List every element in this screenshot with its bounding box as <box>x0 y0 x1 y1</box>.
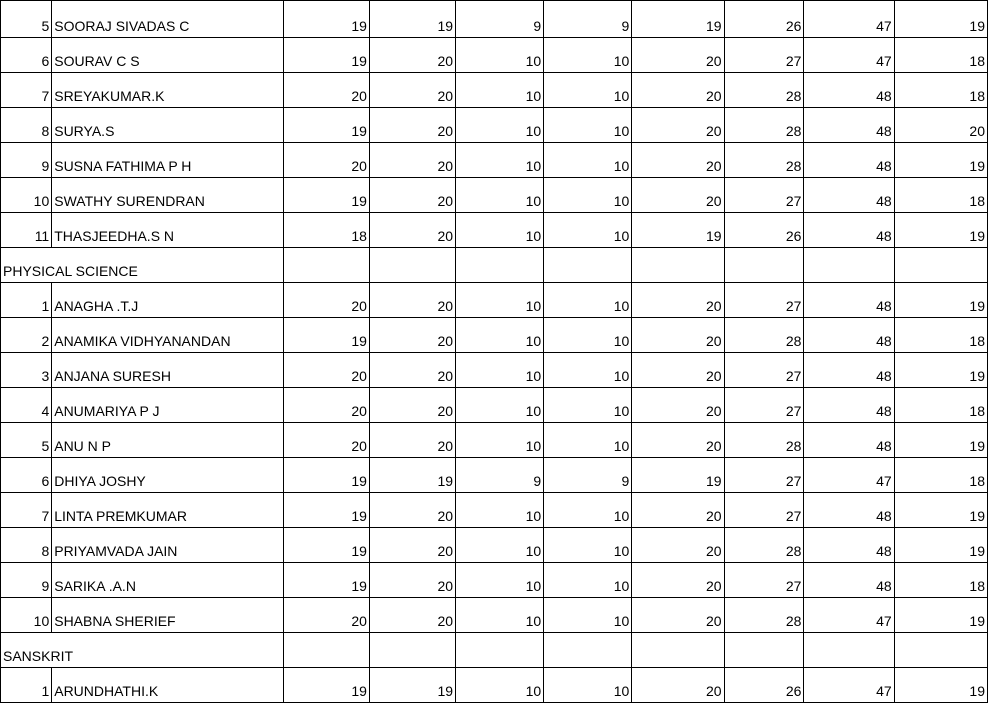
student-name-cell: ANU N P <box>52 423 284 458</box>
mark-cell: 20 <box>632 493 724 528</box>
serial-number-cell: 1 <box>1 668 52 703</box>
mark-cell: 20 <box>632 143 724 178</box>
mark-cell: 48 <box>804 563 894 598</box>
empty-cell <box>894 248 987 283</box>
mark-cell: 20 <box>369 528 455 563</box>
mark-cell: 20 <box>369 143 455 178</box>
empty-cell <box>544 633 632 668</box>
student-name-cell: SWATHY SURENDRAN <box>52 178 284 213</box>
mark-cell: 20 <box>369 563 455 598</box>
serial-number-cell: 6 <box>1 38 52 73</box>
mark-cell: 28 <box>724 73 804 108</box>
mark-cell: 9 <box>544 458 632 493</box>
serial-number-cell: 5 <box>1 1 52 38</box>
section-title: SANSKRIT <box>1 633 284 668</box>
mark-cell: 10 <box>456 493 544 528</box>
empty-cell <box>456 633 544 668</box>
mark-cell: 20 <box>369 213 455 248</box>
table-row <box>1 1 988 38</box>
mark-cell: 10 <box>456 143 544 178</box>
mark-cell: 18 <box>894 38 987 73</box>
marks-table-body <box>1 1 988 703</box>
student-name-cell: THASJEEDHA.S N <box>52 213 284 248</box>
mark-cell: 10 <box>456 668 544 703</box>
empty-cell <box>724 248 804 283</box>
empty-cell <box>804 248 894 283</box>
mark-cell: 10 <box>544 353 632 388</box>
mark-cell: 26 <box>724 213 804 248</box>
mark-cell: 19 <box>283 563 369 598</box>
mark-cell: 19 <box>632 213 724 248</box>
empty-cell <box>369 248 455 283</box>
table-row <box>1 73 988 108</box>
table-row <box>1 458 988 493</box>
mark-cell: 47 <box>804 38 894 73</box>
section-header-row <box>1 248 988 283</box>
mark-cell: 47 <box>804 598 894 633</box>
table-row <box>1 353 988 388</box>
mark-cell: 18 <box>894 563 987 598</box>
mark-cell: 10 <box>456 528 544 563</box>
mark-cell: 10 <box>456 563 544 598</box>
mark-cell: 20 <box>369 388 455 423</box>
mark-cell: 20 <box>369 423 455 458</box>
mark-cell: 48 <box>804 108 894 143</box>
empty-cell <box>632 248 724 283</box>
empty-cell <box>544 248 632 283</box>
mark-cell: 20 <box>369 493 455 528</box>
mark-cell: 9 <box>456 1 544 38</box>
serial-number-cell: 9 <box>1 563 52 598</box>
serial-number-cell: 4 <box>1 388 52 423</box>
mark-cell: 28 <box>724 143 804 178</box>
mark-cell: 20 <box>632 388 724 423</box>
student-name-cell: SURYA.S <box>52 108 284 143</box>
mark-cell: 19 <box>283 668 369 703</box>
serial-number-cell: 9 <box>1 143 52 178</box>
serial-number-cell: 7 <box>1 73 52 108</box>
mark-cell: 20 <box>283 423 369 458</box>
mark-cell: 19 <box>283 38 369 73</box>
mark-cell: 27 <box>724 388 804 423</box>
table-row <box>1 143 988 178</box>
mark-cell: 10 <box>544 388 632 423</box>
mark-cell: 20 <box>283 353 369 388</box>
mark-cell: 19 <box>283 318 369 353</box>
table-row <box>1 423 988 458</box>
mark-cell: 19 <box>283 458 369 493</box>
section-title: PHYSICAL SCIENCE <box>1 248 284 283</box>
mark-cell: 19 <box>283 1 369 38</box>
student-name-cell: SUSNA FATHIMA P H <box>52 143 284 178</box>
mark-cell: 20 <box>632 563 724 598</box>
mark-cell: 20 <box>632 73 724 108</box>
table-row <box>1 108 988 143</box>
mark-cell: 20 <box>283 143 369 178</box>
mark-cell: 28 <box>724 108 804 143</box>
serial-number-cell: 1 <box>1 283 52 318</box>
mark-cell: 47 <box>804 668 894 703</box>
mark-cell: 10 <box>544 108 632 143</box>
mark-cell: 27 <box>724 38 804 73</box>
mark-cell: 20 <box>369 108 455 143</box>
table-row <box>1 213 988 248</box>
mark-cell: 19 <box>369 458 455 493</box>
mark-cell: 10 <box>544 493 632 528</box>
mark-cell: 19 <box>894 213 987 248</box>
mark-cell: 19 <box>894 528 987 563</box>
student-name-cell: SREYAKUMAR.K <box>52 73 284 108</box>
table-row <box>1 563 988 598</box>
table-row <box>1 598 988 633</box>
mark-cell: 10 <box>544 528 632 563</box>
empty-cell <box>456 248 544 283</box>
table-row <box>1 493 988 528</box>
mark-cell: 19 <box>894 143 987 178</box>
mark-cell: 18 <box>894 178 987 213</box>
empty-cell <box>632 633 724 668</box>
mark-cell: 10 <box>456 178 544 213</box>
mark-cell: 10 <box>456 108 544 143</box>
mark-cell: 10 <box>544 38 632 73</box>
table-row <box>1 388 988 423</box>
mark-cell: 19 <box>894 283 987 318</box>
mark-cell: 10 <box>456 388 544 423</box>
empty-cell <box>283 633 369 668</box>
mark-cell: 19 <box>632 458 724 493</box>
serial-number-cell: 6 <box>1 458 52 493</box>
section-header-row <box>1 633 988 668</box>
mark-cell: 10 <box>456 283 544 318</box>
mark-cell: 47 <box>804 1 894 38</box>
mark-cell: 10 <box>544 73 632 108</box>
mark-cell: 48 <box>804 213 894 248</box>
mark-cell: 10 <box>544 178 632 213</box>
empty-cell <box>894 633 987 668</box>
mark-cell: 19 <box>632 1 724 38</box>
mark-cell: 20 <box>632 318 724 353</box>
mark-cell: 18 <box>894 388 987 423</box>
mark-cell: 48 <box>804 143 894 178</box>
table-row <box>1 38 988 73</box>
table-row <box>1 668 988 703</box>
mark-cell: 19 <box>369 668 455 703</box>
student-name-cell: PRIYAMVADA JAIN <box>52 528 284 563</box>
student-name-cell: ANJANA SURESH <box>52 353 284 388</box>
mark-cell: 28 <box>724 528 804 563</box>
mark-cell: 27 <box>724 353 804 388</box>
mark-cell: 20 <box>283 283 369 318</box>
student-name-cell: SOORAJ SIVADAS C <box>52 1 284 38</box>
mark-cell: 48 <box>804 318 894 353</box>
student-name-cell: LINTA PREMKUMAR <box>52 493 284 528</box>
serial-number-cell: 2 <box>1 318 52 353</box>
serial-number-cell: 8 <box>1 528 52 563</box>
mark-cell: 10 <box>456 73 544 108</box>
student-name-cell: SARIKA .A.N <box>52 563 284 598</box>
mark-cell: 20 <box>283 73 369 108</box>
mark-cell: 48 <box>804 528 894 563</box>
mark-cell: 18 <box>894 318 987 353</box>
mark-cell: 48 <box>804 388 894 423</box>
mark-cell: 20 <box>283 388 369 423</box>
mark-cell: 28 <box>724 598 804 633</box>
table-row <box>1 283 988 318</box>
mark-cell: 10 <box>544 598 632 633</box>
mark-cell: 48 <box>804 493 894 528</box>
serial-number-cell: 3 <box>1 353 52 388</box>
student-name-cell: DHIYA JOSHY <box>52 458 284 493</box>
mark-cell: 10 <box>544 143 632 178</box>
mark-cell: 48 <box>804 353 894 388</box>
mark-cell: 20 <box>369 353 455 388</box>
student-name-cell: ANAMIKA VIDHYANANDAN <box>52 318 284 353</box>
mark-cell: 10 <box>544 213 632 248</box>
mark-cell: 20 <box>632 598 724 633</box>
mark-cell: 20 <box>369 178 455 213</box>
mark-cell: 10 <box>544 668 632 703</box>
mark-cell: 27 <box>724 178 804 213</box>
serial-number-cell: 7 <box>1 493 52 528</box>
mark-cell: 19 <box>894 423 987 458</box>
mark-cell: 26 <box>724 1 804 38</box>
mark-cell: 20 <box>369 38 455 73</box>
mark-cell: 19 <box>283 493 369 528</box>
table-row <box>1 528 988 563</box>
mark-cell: 48 <box>804 178 894 213</box>
mark-cell: 20 <box>632 423 724 458</box>
serial-number-cell: 5 <box>1 423 52 458</box>
mark-cell: 18 <box>894 458 987 493</box>
mark-cell: 10 <box>456 598 544 633</box>
mark-cell: 28 <box>724 423 804 458</box>
empty-cell <box>283 248 369 283</box>
empty-cell <box>804 633 894 668</box>
mark-cell: 19 <box>894 493 987 528</box>
mark-cell: 27 <box>724 493 804 528</box>
mark-cell: 19 <box>283 528 369 563</box>
mark-cell: 20 <box>632 353 724 388</box>
mark-cell: 18 <box>283 213 369 248</box>
mark-cell: 28 <box>724 318 804 353</box>
student-name-cell: ARUNDHATHI.K <box>52 668 284 703</box>
student-name-cell: SHABNA SHERIEF <box>52 598 284 633</box>
mark-cell: 10 <box>456 353 544 388</box>
mark-cell: 20 <box>632 108 724 143</box>
mark-cell: 9 <box>544 1 632 38</box>
mark-cell: 20 <box>369 318 455 353</box>
mark-cell: 20 <box>632 668 724 703</box>
mark-cell: 10 <box>456 38 544 73</box>
mark-cell: 48 <box>804 423 894 458</box>
table-row <box>1 178 988 213</box>
mark-cell: 10 <box>544 283 632 318</box>
mark-cell: 19 <box>369 1 455 38</box>
mark-cell: 26 <box>724 668 804 703</box>
mark-cell: 48 <box>804 283 894 318</box>
mark-cell: 9 <box>456 458 544 493</box>
mark-cell: 27 <box>724 283 804 318</box>
mark-cell: 20 <box>283 598 369 633</box>
serial-number-cell: 11 <box>1 213 52 248</box>
mark-cell: 48 <box>804 73 894 108</box>
mark-cell: 10 <box>456 318 544 353</box>
mark-cell: 19 <box>894 668 987 703</box>
student-name-cell: ANUMARIYA P J <box>52 388 284 423</box>
mark-cell: 20 <box>632 178 724 213</box>
empty-cell <box>724 633 804 668</box>
serial-number-cell: 10 <box>1 178 52 213</box>
mark-cell: 19 <box>894 1 987 38</box>
mark-cell: 20 <box>632 38 724 73</box>
empty-cell <box>369 633 455 668</box>
mark-cell: 19 <box>283 108 369 143</box>
mark-cell: 10 <box>544 563 632 598</box>
mark-cell: 27 <box>724 563 804 598</box>
mark-cell: 20 <box>369 73 455 108</box>
student-name-cell: SOURAV C S <box>52 38 284 73</box>
table-row <box>1 318 988 353</box>
mark-cell: 20 <box>632 528 724 563</box>
serial-number-cell: 10 <box>1 598 52 633</box>
mark-cell: 10 <box>456 213 544 248</box>
mark-cell: 10 <box>544 423 632 458</box>
mark-cell: 19 <box>283 178 369 213</box>
mark-cell: 19 <box>894 353 987 388</box>
student-name-cell: ANAGHA .T.J <box>52 283 284 318</box>
mark-cell: 47 <box>804 458 894 493</box>
serial-number-cell: 8 <box>1 108 52 143</box>
mark-cell: 27 <box>724 458 804 493</box>
mark-cell: 20 <box>369 283 455 318</box>
mark-cell: 18 <box>894 73 987 108</box>
mark-cell: 20 <box>894 108 987 143</box>
mark-cell: 20 <box>369 598 455 633</box>
mark-cell: 20 <box>632 283 724 318</box>
mark-cell: 10 <box>456 423 544 458</box>
mark-cell: 10 <box>544 318 632 353</box>
mark-cell: 19 <box>894 598 987 633</box>
